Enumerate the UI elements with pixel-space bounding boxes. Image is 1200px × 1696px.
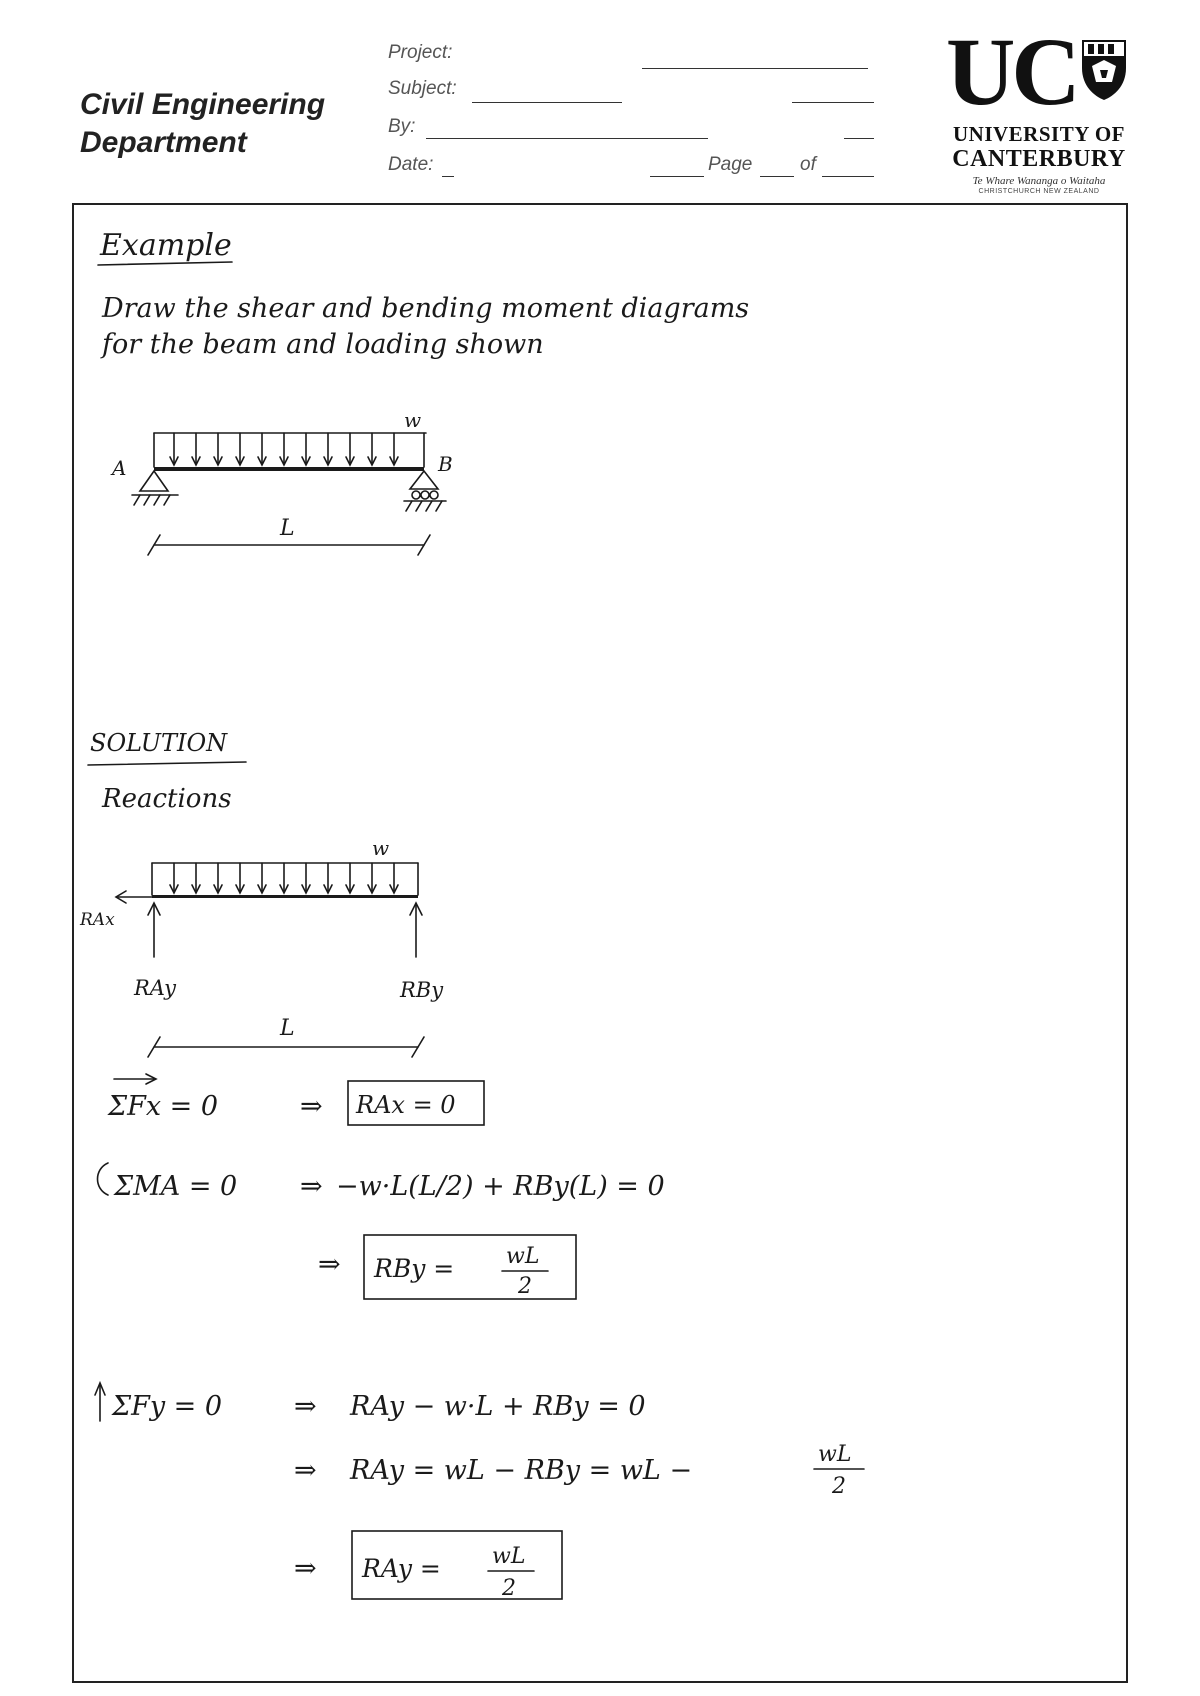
university-logo [946, 18, 1132, 195]
rby-label: RBy [400, 978, 444, 1002]
support-label-b: B [438, 452, 453, 476]
logo-text-maori: Te Whare Wananga o Waitaha [972, 175, 1106, 187]
eq2-result-implies: ⇒ [318, 1249, 341, 1280]
project-line [642, 68, 868, 69]
by-field [388, 116, 888, 146]
subject-line-2 [792, 102, 874, 103]
eq3-step2-den: 2 [832, 1474, 846, 1499]
eq2-result-lhs: RBy = [374, 1254, 455, 1283]
span-label-1: L [280, 516, 295, 541]
logo-text-canterbury: CANTERBURY [952, 146, 1126, 172]
eq1-left: ΣFx = 0 [108, 1091, 219, 1122]
eq3-step1: RAy − w·L + RBy = 0 [350, 1391, 646, 1422]
logo-text-location: CHRISTCHURCH NEW ZEALAND [978, 188, 1100, 195]
by-label: By: [388, 116, 416, 137]
eq2-implies: ⇒ [300, 1171, 323, 1202]
subject-line [472, 102, 622, 103]
free-body-diagram [79, 836, 444, 1057]
beam-1 [154, 467, 424, 471]
by-line [426, 138, 708, 139]
date-field [388, 154, 888, 184]
eq2-result-den: 2 [518, 1274, 532, 1299]
eq1-implies: ⇒ [300, 1091, 323, 1122]
beam-figure-1 [110, 408, 453, 555]
project-field [388, 42, 888, 72]
crest-shield-icon [1078, 36, 1130, 102]
problem-line-2: for the beam and loading shown [102, 329, 544, 360]
span-label-2: L [280, 1016, 295, 1041]
notes-sheet [72, 203, 1128, 1683]
eq3-implies-2: ⇒ [294, 1455, 317, 1486]
eq2-step: −w·L(L/2) + RBy(L) = 0 [336, 1171, 665, 1202]
subject-field [388, 78, 888, 108]
roller-support-b [410, 471, 438, 489]
eq3-step2-num: wL [818, 1442, 852, 1467]
department-line-2: Department [80, 126, 247, 159]
solution-heading: SOLUTION [90, 729, 228, 757]
eq3-result-num: wL [492, 1544, 526, 1569]
date-label: Date: [388, 154, 434, 175]
eq1-result: RAx = 0 [356, 1091, 456, 1119]
problem-line-1: Draw the shear and bending moment diagrams [102, 293, 750, 324]
load-label-2: w [372, 836, 390, 860]
logo-text-university-of: UNIVERSITY OF [953, 122, 1125, 146]
example-heading: Example [100, 228, 232, 263]
page-label: Page [708, 154, 753, 175]
notes-canvas [74, 205, 1130, 1685]
eq3-result-lhs: RAy = [362, 1554, 441, 1583]
department-name [80, 86, 325, 162]
udl-arrows-1 [154, 433, 424, 467]
eq2-left: ΣMA = 0 [114, 1171, 238, 1202]
udl-arrows-2 [152, 863, 418, 895]
page-number-line [760, 176, 794, 177]
load-label-1: w [404, 408, 422, 432]
by-line-2 [844, 138, 874, 139]
subject-label: Subject: [388, 78, 457, 99]
eq3-implies-3: ⇒ [294, 1553, 317, 1584]
logo-mark: UC [946, 18, 1077, 125]
project-label: Project: [388, 42, 453, 63]
eq3-result-den: 2 [502, 1576, 516, 1601]
rax-label: RAx [80, 910, 115, 930]
eq3-left: ΣFy = 0 [112, 1391, 223, 1422]
beam-2 [152, 895, 418, 898]
reactions-heading: Reactions [102, 784, 232, 814]
page-total-line [822, 176, 874, 177]
moment-direction-arrow [98, 1163, 109, 1195]
eq3-step2: RAy = wL − RBy = wL − [350, 1455, 693, 1486]
eq2-result-num: wL [506, 1244, 540, 1269]
date-line-2 [650, 176, 704, 177]
of-label: of [800, 154, 816, 175]
solution-underline [88, 762, 246, 765]
department-line-1: Civil Engineering [80, 88, 326, 121]
eq3-implies-1: ⇒ [294, 1391, 317, 1422]
date-line [442, 176, 454, 177]
pin-support-a [140, 471, 168, 491]
support-label-a: A [112, 456, 127, 480]
ray-label: RAy [134, 976, 176, 1000]
